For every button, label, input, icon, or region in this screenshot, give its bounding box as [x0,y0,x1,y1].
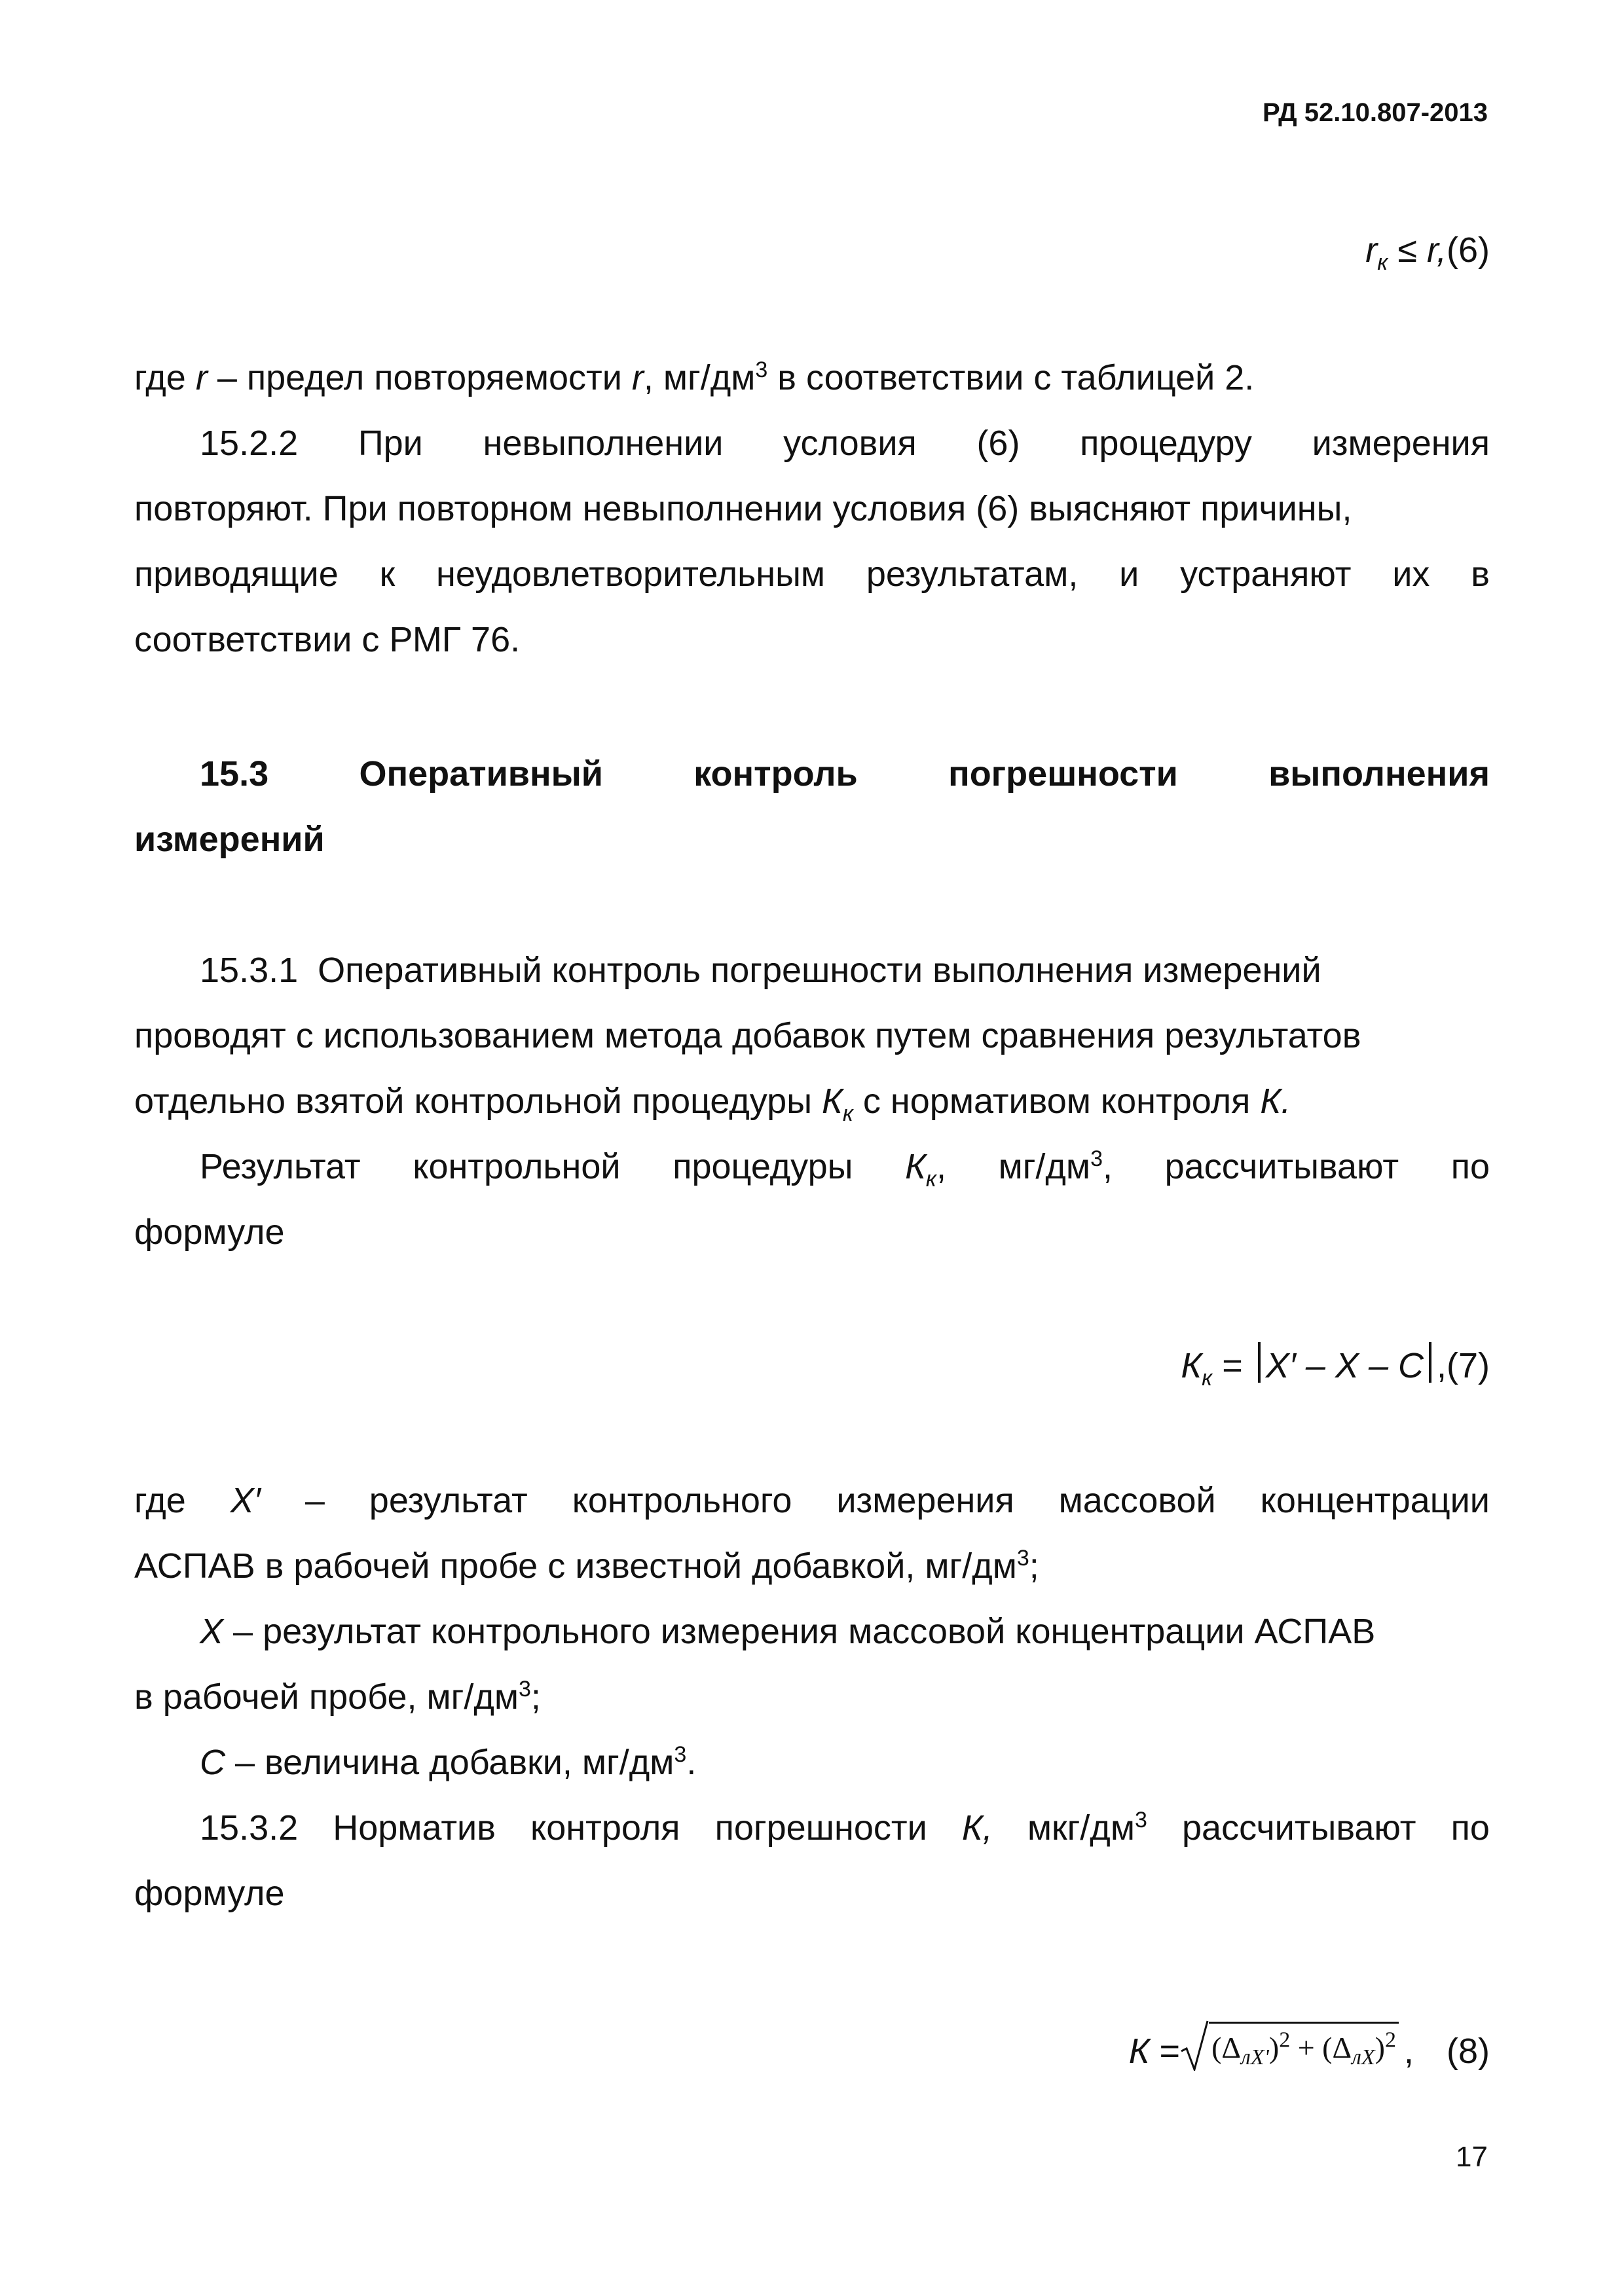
p1531-line3 [134,1080,1490,1126]
result-line1 [200,1146,1490,1192]
result-symbol-sub: к [925,1166,936,1192]
x-def-line1 [200,1611,1490,1652]
delta-2-close: ) [1375,2031,1385,2064]
where-r-text1: – предел повторяемости [207,358,632,397]
p1532-word: контроля [530,1808,680,1848]
c-def-line [200,1741,1490,1783]
section-153-heading-line1 [200,753,1490,795]
where-r-intro: где [134,358,196,397]
section-153-heading-line2: измерений [134,820,325,859]
formula-7-number: ,(7) [1437,1346,1490,1385]
section-153-word: погрешности [948,754,1178,793]
p1522-line3 [134,553,1490,595]
p1532-unit-text: мкг/дм [1027,1808,1135,1848]
result-word: процедуры [673,1147,853,1186]
p1522-word: неудовлетворительным [436,555,825,594]
formula-6-lhs: r [1365,230,1378,270]
p1522-word: их [1392,555,1430,594]
p1522-word: к [379,555,396,594]
result-symbol [905,1146,946,1192]
result-word: по [1450,1147,1490,1186]
formula-6-relation: ≤ [1397,230,1417,270]
c-def-sup: 3 [674,1742,687,1767]
result-word: рассчитывают [1164,1147,1399,1186]
where-x-line2-text: АСПАВ в рабочей пробе с известной добавкой, мг/дм [134,1546,1017,1586]
p1522-word: устраняют [1180,555,1352,594]
where-r-sup: 3 [755,357,768,382]
p1531-text-mid: с нормативом контроля [853,1082,1261,1121]
c-def-end: . [686,1743,697,1782]
p1532-word: 15.3.2 [200,1808,299,1848]
formula-8-eq: = [1149,2032,1181,2071]
p1532-line1 [200,1807,1490,1849]
formula-8-lhs: К [1128,2032,1150,2071]
p1531-line2: проводят с использованием метода добавок путем сравнения результатов [134,1016,1361,1055]
where-x-symbol: X′ [230,1481,261,1520]
section-153-word: Оперативный [359,754,603,793]
p1522-word: (6) [976,424,1020,463]
x-def-text2: в рабочей пробе, мг/дм [134,1677,519,1717]
where-x-word: где [134,1481,186,1520]
formula-7 [134,1342,1490,1391]
result-word: Результат [200,1147,361,1186]
where-x-word: измерения [836,1481,1014,1520]
result-comma: , [936,1147,946,1186]
delta-2-sub: лX [1352,2045,1375,2070]
p1522-word: приводящие [134,555,339,594]
delta-2-square: 2 [1384,2028,1396,2052]
p1532-word: Норматив [333,1808,496,1848]
result-word: контрольной [413,1147,621,1186]
p1531-symbol-sub: к [842,1101,853,1126]
delta-2: (Δ [1322,2031,1352,2064]
radicand [1209,2022,1399,2071]
x-def-line2 [134,1676,1490,1718]
radical-sign-icon [1180,2020,1209,2071]
c-def-text: – величина добавки, мг/дм [225,1743,674,1782]
formula-8-number: (8) [1447,2032,1490,2071]
p1532-unit [1027,1807,1147,1849]
where-r-text2: , мг/дм [643,358,756,397]
p1532-word: погрешности [714,1808,927,1848]
section-153-number: 15.3 [200,754,269,793]
p1522-line4: соответствии с РМГ 76. [134,620,521,659]
where-r-symbol: r [195,358,208,397]
where-x-line2-sup: 3 [1016,1546,1029,1571]
p1522-word: процедуру [1080,424,1252,463]
abs-bar-left [1258,1342,1261,1383]
p1531-symbol-k-end: К. [1260,1082,1291,1121]
p1532-symbol-k: К, [961,1808,993,1848]
formula-6-rhs: r, [1426,230,1447,270]
page-number: 17 [1456,2141,1488,2173]
where-x-line1 [134,1480,1490,1522]
where-x-word: массовой [1058,1481,1216,1520]
result-unit-sup: 3 [1090,1146,1103,1171]
p1522-line2: повторяют. При повторном невыполнении условия (6) выясняют причины, [134,489,1352,528]
formula-6-lhs-sub: к [1377,249,1388,275]
plus-sign: + [1290,2031,1323,2064]
p1522-word: При [358,424,423,463]
result-line2: формуле [134,1212,285,1252]
p1522-word: условия [783,424,917,463]
p1532-line2: формуле [134,1874,285,1913]
sqrt-expression [1180,2020,1399,2071]
x-def-end: ; [530,1677,541,1717]
result-unit [999,1146,1113,1188]
formula-6 [134,229,1490,275]
result-unit-text: мг/дм [998,1147,1091,1186]
result-symbol-k: К [905,1147,926,1186]
delta-1-square: 2 [1279,2028,1291,2052]
section-153-word: контроль [693,754,858,793]
p1522-word: и [1119,555,1139,594]
formula-7-lhs: К [1181,1346,1202,1385]
formula-7-lhs-sub: к [1202,1365,1213,1391]
where-x-word: контрольного [572,1481,792,1520]
p1522-word: 15.2.2 [200,424,299,463]
formula-8 [134,2020,1490,2072]
abs-bar-right [1429,1342,1431,1383]
p1531-symbol-k: К [822,1082,843,1121]
c-symbol: C [200,1743,225,1782]
x-def-text: – результат контрольного измерения массовой концентрации АСПАВ [223,1612,1376,1651]
p1522-line1 [200,422,1490,464]
where-x-word: результат [369,1481,528,1520]
delta-1-close: ) [1268,2031,1280,2064]
where-x-line2 [134,1545,1490,1587]
result-unit-comma: , [1102,1147,1113,1186]
p1532-word: рассчитывают [1182,1808,1416,1848]
where-x-word: – [304,1481,325,1520]
x-symbol: X [200,1612,224,1651]
x-def-sup: 3 [519,1677,531,1702]
p1522-word: невыполнении [483,424,724,463]
where-x-line2-end: ; [1029,1546,1039,1586]
where-x-word: концентрации [1260,1481,1490,1520]
formula-8-comma: , [1403,2032,1414,2071]
delta-1: (Δ [1211,2031,1241,2064]
p1531-text: отдельно взятой контрольной процедуры [134,1082,822,1121]
where-r-symbol2: r [631,358,644,397]
formula-7-eq: = [1212,1346,1253,1385]
formula-7-body: X′ – X – C [1265,1346,1424,1385]
document-code: РД 52.10.807-2013 [1262,98,1488,127]
p1522-word: результатам, [866,555,1079,594]
p1532-unit-sup: 3 [1134,1808,1147,1832]
p1522-word: измерения [1312,424,1490,463]
p1531-line1: 15.3.1 Оперативный контроль погрешности выполнения измерений [200,951,1321,990]
delta-1-sub: лX' [1241,2045,1269,2070]
formula-6-number: (6) [1447,230,1490,270]
p1532-word: по [1450,1808,1490,1848]
section-153-word: выполнения [1268,754,1490,793]
p1522-word: в [1471,555,1490,594]
where-r-text3: в соответствии с таблицей 2. [767,358,1255,397]
where-r-line [134,357,1490,399]
